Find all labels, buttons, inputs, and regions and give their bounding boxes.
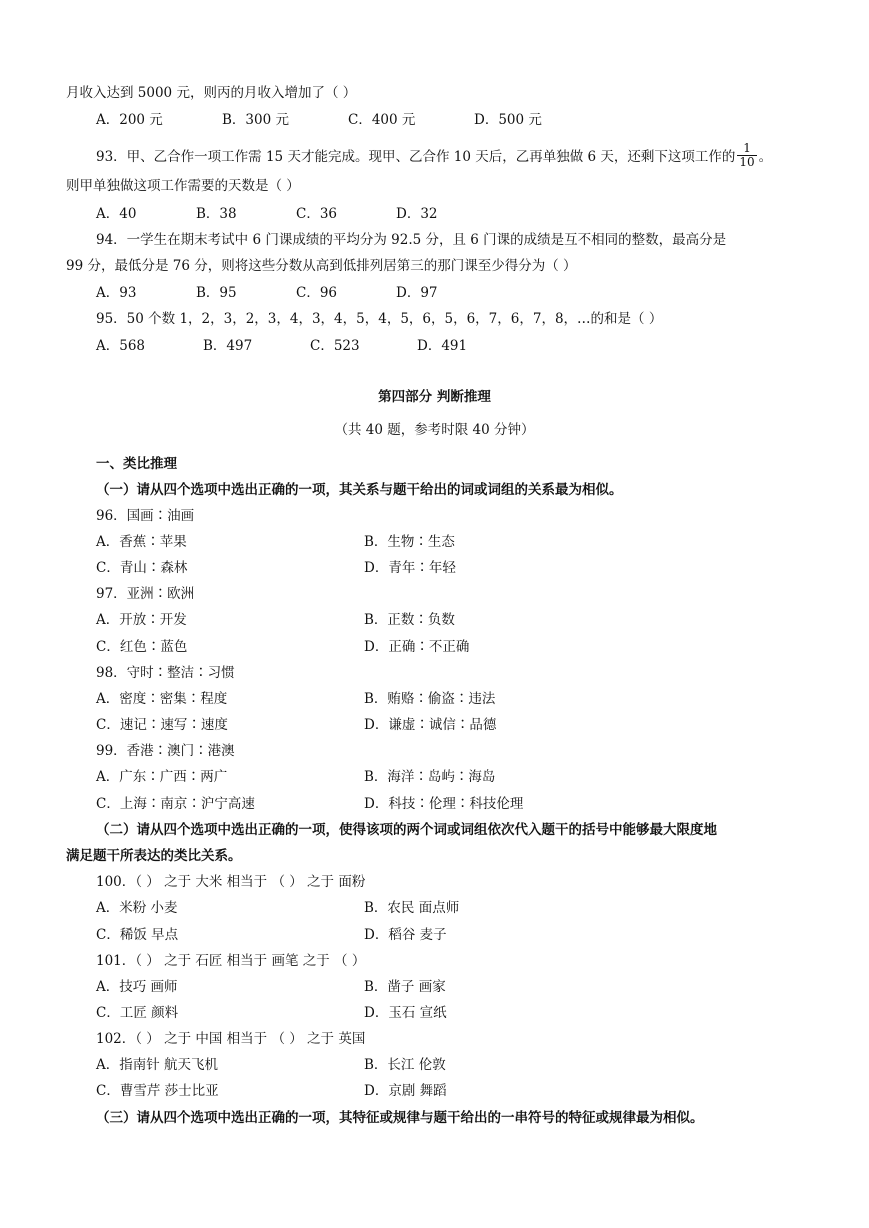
q99-option-d: D．科技∶伦理∶科技伦理 xyxy=(364,796,524,812)
q97-stem: 97．亚洲∶欧洲 xyxy=(96,586,195,602)
q100-option-c: C．稀饭 早点 xyxy=(96,927,179,943)
q102-option-c: C．曹雪芹 莎士比亚 xyxy=(96,1083,219,1099)
q101-option-b: B．凿子 画家 xyxy=(364,979,446,995)
q100-option-a: A．米粉 小麦 xyxy=(96,900,178,916)
group2-instruction-line1: （二）请从四个选项中选出正确的一项，使得该项的两个词或词组依次代入题干的括号中能够最大限度地 xyxy=(96,822,717,838)
q92-option-b: B．300 元 xyxy=(222,112,289,128)
q97-option-b: B．正数∶负数 xyxy=(364,612,455,628)
fraction-one-tenth: $\frac{1}{10}$ xyxy=(739,141,755,169)
q100-option-d: D．稻谷 麦子 xyxy=(364,927,447,943)
part4-subtitle: （共 40 题，参考时限 40 分钟） xyxy=(334,422,535,438)
q102-option-d: D．京剧 舞蹈 xyxy=(364,1083,447,1099)
q96-option-c: C．青山∶森林 xyxy=(96,560,188,576)
q101-option-d: D．玉石 宣纸 xyxy=(364,1005,447,1021)
q101-option-a: A．技巧 画师 xyxy=(96,979,178,995)
q95-option-b: B．497 xyxy=(203,338,253,354)
q99-option-b: B．海洋∶岛屿∶海岛 xyxy=(364,769,496,785)
q96-option-a: A．香蕉∶苹果 xyxy=(96,534,187,550)
q101-stem: 101．（ ） 之于 石匠 相当于 画笔 之于 （ ） xyxy=(96,953,366,969)
q93-line1: 93．甲、乙合作一项工作需 15 天才能完成。现甲、乙合作 10 天后，乙再单独做 6 天，还剩下这项工作的 $\frac{1}{10}$ 。 xyxy=(96,141,773,169)
q92-option-d: D．500 元 xyxy=(474,112,542,128)
q96-stem: 96．国画∶油画 xyxy=(96,508,195,524)
q93-option-b: B．38 xyxy=(196,206,237,222)
q96-option-d: D．青年∶年轻 xyxy=(364,560,456,576)
q94-option-a: A．93 xyxy=(96,285,137,301)
group2-instruction-line2: 满足题干所表达的类比关系。 xyxy=(66,848,242,864)
q97-option-d: D．正确∶不正确 xyxy=(364,639,470,655)
group1-instruction: （一）请从四个选项中选出正确的一项，其关系与题干给出的词或词组的关系最为相似。 xyxy=(96,482,623,498)
q94-line1: 94．一学生在期末考试中 6 门课成绩的平均分为 92.5 分，且 6 门课的成绩是互不相同的整数，最高分是 xyxy=(96,232,727,248)
q94-option-c: C．96 xyxy=(296,285,338,301)
q95-option-d: D．491 xyxy=(417,338,468,354)
q95-line1: 95．50 个数 1，2，3，2，3，4，3，4，5，4，5，6，5，6，7，6，7，8，…的和是（ ） xyxy=(96,311,663,327)
q94-line2: 99 分，最低分是 76 分，则将这些分数从高到低排列居第三的那门课至少得分为（ ） xyxy=(66,258,577,274)
q92-option-c: C．400 元 xyxy=(348,112,416,128)
q93-option-c: C．36 xyxy=(296,206,338,222)
q102-stem: 102．（ ） 之于 中国 相当于 （ ） 之于 英国 xyxy=(96,1031,366,1047)
q98-option-c: C．速记∶速写∶速度 xyxy=(96,717,228,733)
q98-stem: 98．守时∶整洁∶习惯 xyxy=(96,665,235,681)
part4-title: 第四部分 判断推理 xyxy=(378,389,491,405)
q93-option-d: D．32 xyxy=(396,206,438,222)
q101-option-c: C．工匠 颜料 xyxy=(96,1005,179,1021)
q99-option-a: A．广东∶广西∶两广 xyxy=(96,769,228,785)
q98-option-b: B．贿赂∶偷盗∶违法 xyxy=(364,691,496,707)
q95-option-a: A．568 xyxy=(96,338,146,354)
group3-instruction: （三）请从四个选项中选出正确的一项，其特征或规律与题干给出的一串符号的特征或规律最为相似。 xyxy=(96,1110,704,1126)
q97-option-c: C．红色∶蓝色 xyxy=(96,639,188,655)
q93-option-a: A．40 xyxy=(96,206,137,222)
q97-option-a: A．开放∶开发 xyxy=(96,612,187,628)
q100-option-b: B．农民 面点师 xyxy=(364,900,460,916)
q92-tail-text: 月收入达到 5000 元，则丙的月收入增加了（ ） xyxy=(66,85,357,101)
q94-option-b: B．95 xyxy=(196,285,237,301)
q99-stem: 99．香港∶澳门∶港澳 xyxy=(96,743,235,759)
q98-option-a: A．密度∶密集∶程度 xyxy=(96,691,228,707)
q99-option-c: C．上海∶南京∶沪宁高速 xyxy=(96,796,255,812)
q96-option-b: B．生物∶生态 xyxy=(364,534,455,550)
section1-title: 一、类比推理 xyxy=(96,456,177,472)
q100-stem: 100．（ ） 之于 大米 相当于 （ ） 之于 面粉 xyxy=(96,874,366,890)
q98-option-d: D．谦虚∶诚信∶品德 xyxy=(364,717,497,733)
q95-option-c: C．523 xyxy=(310,338,360,354)
q94-option-d: D．97 xyxy=(396,285,438,301)
q92-option-a: A．200 元 xyxy=(96,112,163,128)
q102-option-b: B．长江 伦敦 xyxy=(364,1057,446,1073)
q102-option-a: A．指南针 航天飞机 xyxy=(96,1057,219,1073)
q93-line2: 则甲单独做这项工作需要的天数是（ ） xyxy=(66,178,300,194)
